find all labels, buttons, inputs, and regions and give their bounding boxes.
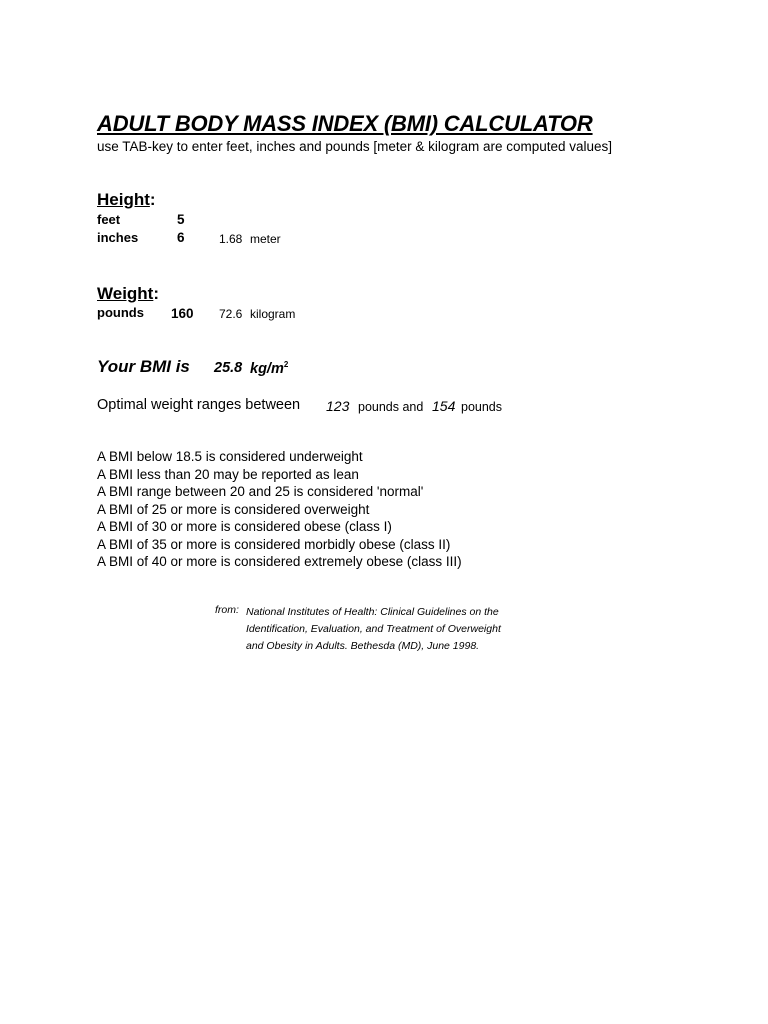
feet-label: feet [97, 212, 121, 227]
source-prefix: from: [215, 604, 239, 616]
bmi-result-value: 25.8 [214, 360, 243, 376]
height-heading-colon: : [149, 190, 156, 209]
list-item: A BMI range between 20 and 25 is considered 'normal' [97, 484, 424, 499]
bmi-unit-superscript: 2 [283, 360, 289, 369]
pounds-input[interactable]: 160 [171, 306, 194, 321]
pounds-label: pounds [97, 305, 144, 320]
bmi-classification-list [97, 448, 462, 571]
list-item: A BMI less than 20 may be reported as lean [97, 466, 359, 482]
height-heading-label: Height [97, 190, 150, 209]
optimal-range-low-unit: pounds and [358, 400, 424, 414]
kilogram-unit: kilogram [250, 307, 296, 321]
bmi-result-unit [250, 360, 288, 377]
inches-input[interactable]: 6 [177, 230, 185, 245]
list-item: A BMI of 25 or more is considered overweight [97, 501, 370, 517]
optimal-range-label: Optimal weight ranges between [97, 397, 301, 413]
optimal-range-low: 123 [326, 398, 350, 414]
meter-value: 1.68 [219, 232, 243, 246]
meter-unit: meter [250, 232, 281, 246]
source-line: and Obesity in Adults. Bethesda (MD), June 1998. [246, 640, 480, 652]
kilogram-value: 72.6 [219, 307, 243, 321]
source-line: National Institutes of Health: Clinical Guidelines on the [246, 606, 499, 618]
list-item: A BMI of 35 or more is considered morbidly obese (class II) [97, 536, 451, 552]
height-heading [97, 190, 156, 210]
weight-heading-colon: : [153, 284, 160, 303]
optimal-range-high-unit: pounds [461, 400, 503, 414]
list-item: A BMI below 18.5 is considered underweight [97, 449, 363, 464]
feet-input[interactable]: 5 [177, 212, 185, 227]
bmi-result-label: Your BMI is [97, 357, 190, 376]
list-item: A BMI of 30 or more is considered obese (class I) [97, 519, 392, 534]
optimal-range-high: 154 [432, 398, 456, 414]
list-item: A BMI of 40 or more is considered extremely obese (class III) [97, 554, 462, 569]
bmi-unit-text: kg/m [250, 361, 284, 377]
source-line: Identification, Evaluation, and Treatment of Overweight [246, 623, 501, 635]
weight-heading [97, 284, 159, 304]
source-citation [246, 604, 501, 655]
page-title: ADULT BODY MASS INDEX (BMI) CALCULATOR [97, 111, 593, 136]
instructions-text: use TAB-key to enter feet, inches and pounds [meter & kilogram are computed values] [97, 139, 613, 154]
weight-heading-label: Weight [97, 284, 154, 303]
inches-label: inches [97, 230, 139, 245]
